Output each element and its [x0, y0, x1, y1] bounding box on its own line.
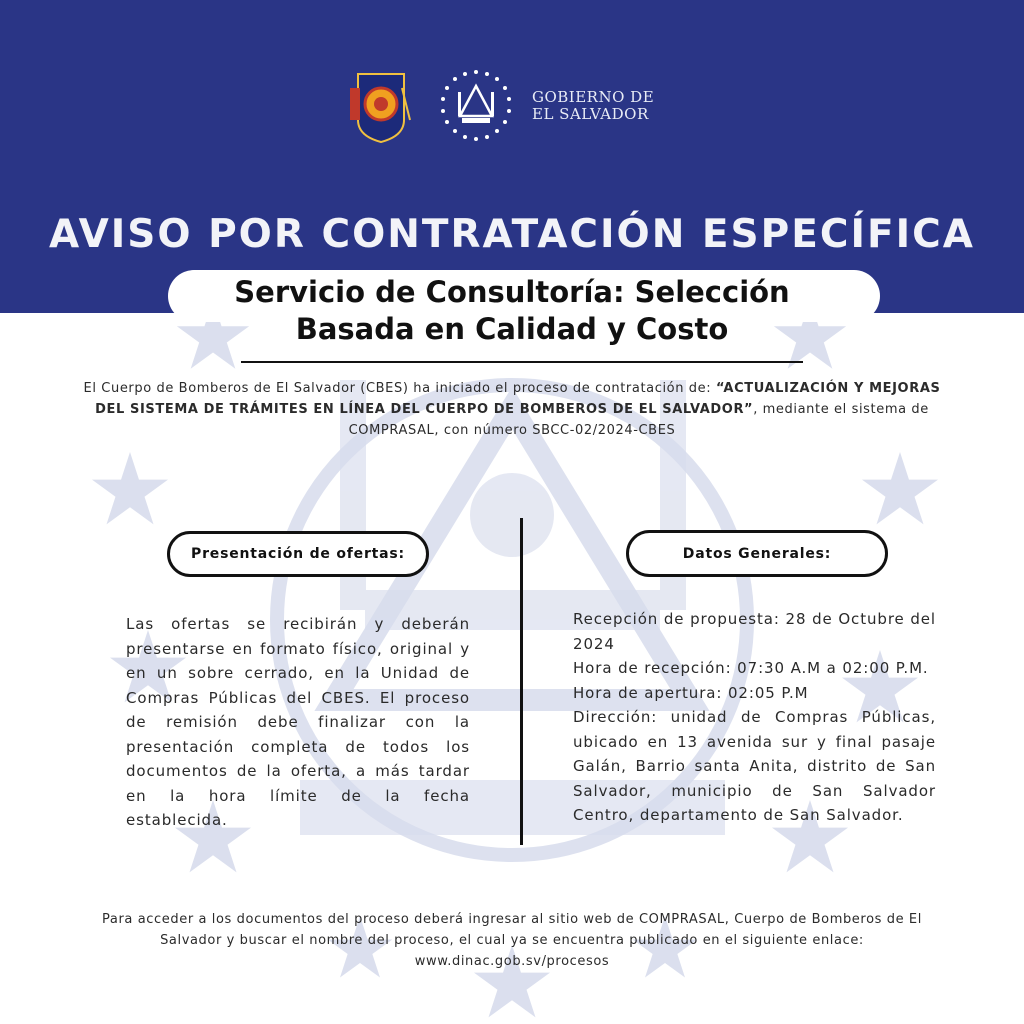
reception-date: Recepción de propuesta: 28 de Octubre del 2024	[573, 610, 936, 653]
opening-time: Hora de apertura: 02:05 P.M	[573, 683, 809, 702]
subtitle-line-1: Servicio de Consultoría: Selección	[234, 275, 790, 309]
gov-line-1: GOBIERNO DE	[532, 88, 655, 106]
gov-line-2: EL SALVADOR	[532, 105, 649, 123]
general-data-heading: Datos Generales:	[682, 545, 832, 562]
government-wordmark	[532, 89, 654, 123]
subtitle	[0, 274, 1024, 348]
address: Dirección: unidad de Compras Públicas, ubicado en 13 avenida sur y final pasaje Galán, Barrio santa Anita, distrito de San Salvador, municipio de San Salvador Centro, departamento de San Salvador.	[573, 708, 936, 824]
page-title: AVISO POR CONTRATACIÓN ESPECÍFICA	[49, 212, 975, 257]
cbes-badge-icon	[344, 70, 418, 144]
general-data-heading-badge	[626, 530, 888, 577]
intro-text-end: , mediante el sistema de COMPRASAL, con número SBCC-02/2024-CBES	[348, 402, 929, 438]
reception-time: Hora de recepción: 07:30 A.M a 02:00 P.M.	[573, 659, 929, 677]
government-seal-icon	[436, 66, 516, 146]
project-name: “ACTUALIZACIÓN Y MEJORAS DEL SISTEMA DE TRÁMITES EN LÍNEA DEL CUERPO DE BOMBEROS DE EL SALVADOR”	[95, 381, 941, 417]
offers-heading: Presentación de ofertas:	[191, 546, 405, 562]
logo-row	[0, 62, 1024, 142]
intro-text-start: El Cuerpo de Bomberos de El Salvador (CBES) ha iniciado el proceso de contratación de:	[83, 381, 716, 396]
column-divider	[520, 518, 523, 845]
footer-note: Para acceder a los documentos del proceso deberá ingresar al sitio web de COMPRASAL, Cuerpo de Bomberos de El Salvador y buscar el nombre del proceso, el cual ya se encuentra publicado en el siguiente enlace: www.dinac.gob.sv/procesos	[102, 912, 922, 969]
general-data-body	[573, 607, 936, 828]
offers-body: Las ofertas se recibirán y deberán presentarse en formato físico, original y en un sobre cerrado, en la Unidad de Compras Públicas del CBES. El proceso de remisión debe finalizar con la presentación completa de todos los documentos de la oferta, a más tardar en la hora límite de la fecha establecida.	[126, 615, 470, 829]
intro-paragraph	[70, 378, 954, 441]
subtitle-underline	[241, 361, 803, 363]
offers-heading-badge	[167, 531, 429, 577]
subtitle-line-2: Basada en Calidad y Costo	[295, 312, 729, 346]
